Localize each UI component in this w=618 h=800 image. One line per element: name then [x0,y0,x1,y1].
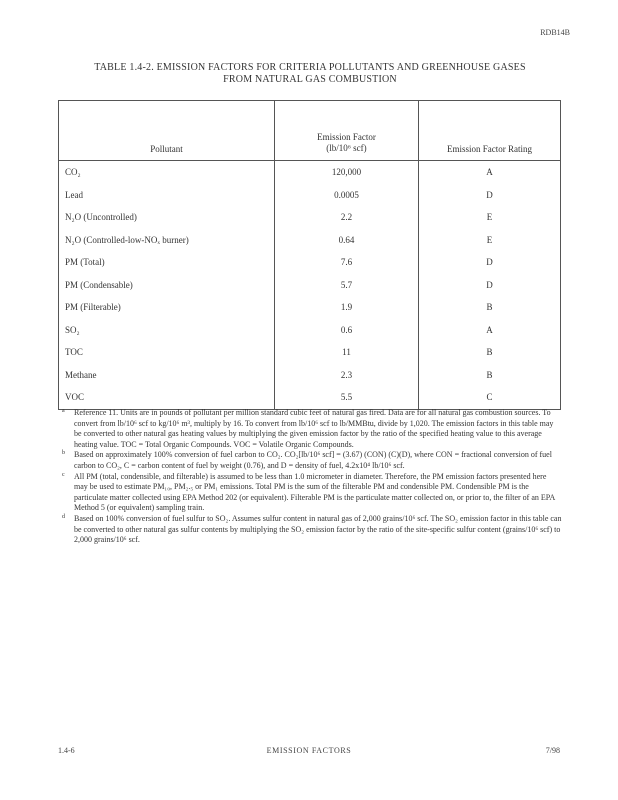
pollutant-cell: SO₂ [59,319,275,342]
factor-cell: 0.64 [275,229,419,252]
footer-page-number: 1.4-6 [58,746,75,755]
pollutant-cell: PM (Total) [59,251,275,274]
rating-cell: D [419,274,561,297]
table-row [59,341,561,364]
header-rating: Emission Factor Rating [419,101,561,161]
table-row [59,386,561,409]
footnote-text: Reference 11. Units are in pounds of pollutant per million standard cubic feet of natural gas fired. Data are for all natural gas combustion sources. To convert from lb/10⁶ scf to kg/10⁶ m³, multiply by 16. To convert from lb/10⁶ scf to lb/MMBtu, divide by 1,020. The emission factors in this table may be converted to other natural gas heating values by multiplying the given emission factor by the ratio of the specified heating value to this average heating value. TOC = Total Organic Compounds. VOC = Volatile Organic Compounds. [74,408,554,449]
factor-cell: 1.9 [275,296,419,319]
rating-cell: B [419,364,561,387]
footnote-marker: b [62,450,65,457]
footnote [62,514,562,546]
factor-cell: 0.6 [275,319,419,342]
header-pollutant: Pollutant [59,101,275,161]
table-row [59,274,561,297]
table-row [59,161,561,184]
pollutant-cell: TOC [59,341,275,364]
rating-cell: D [419,251,561,274]
factor-cell: 2.3 [275,364,419,387]
table-row [59,296,561,319]
pollutant-cell: Methane [59,364,275,387]
header-emission-factor [275,101,419,161]
rating-cell: B [419,341,561,364]
pollutant-cell: N₂O (Uncontrolled) [59,206,275,229]
header-emission-factor-line-2: (lb/10⁶ scf) [326,143,367,153]
pollutant-cell: CO₂ [59,161,275,184]
table-row [59,364,561,387]
table-title-line-2: FROM NATURAL GAS COMBUSTION [223,74,397,85]
pollutant-cell: Lead [59,184,275,207]
document-code: RDB14B [540,28,570,37]
factor-cell: 11 [275,341,419,364]
table-title [60,62,560,86]
footnote [62,472,562,514]
footer-title: EMISSION FACTORS [266,746,352,755]
pollutant-cell: PM (Condensable) [59,274,275,297]
factor-cell: 2.2 [275,206,419,229]
table-title-line-1: TABLE 1.4-2. EMISSION FACTORS FOR CRITERIA POLLUTANTS AND GREENHOUSE GASES [94,62,526,73]
factor-cell: 5.7 [275,274,419,297]
rating-cell: C [419,386,561,409]
factor-cell: 5.5 [275,386,419,409]
pollutant-cell: VOC [59,386,275,409]
rating-cell: E [419,229,561,252]
footnote-marker: d [62,513,65,520]
rating-cell: E [419,206,561,229]
footnote-marker: c [62,471,65,478]
factor-cell: 7.6 [275,251,419,274]
footer-date: 7/98 [545,746,560,755]
pollutant-cell: PM (Filterable) [59,296,275,319]
footnote-marker: a [62,408,65,414]
footnotes [62,408,562,546]
footnote-text: All PM (total, condensible, and filterable) is assumed to be less than 1.0 micrometer in diameter. Therefore, the PM emission factors presented here may be used to estimate PM₁₀, PM₂.₅ or PM₁ emissions. Total PM is the sum of the filterable PM and condensible PM. Condensible PM is the particulate matter collected using EPA Method 202 (or equivalent). Filterable PM is the particulate matter collected on, or prior to, the filter of an EPA Method 5 (or equivalent) sampling train. [74,471,555,513]
footnote [62,408,562,450]
table-row [59,251,561,274]
table-header-row [59,101,561,161]
footnote-text: Based on approximately 100% conversion of fuel carbon to CO₂. CO₂[lb/10⁶ scf] = (3.67) (CON) (C)(D), where CON = fractional conversion of fuel carbon to CO₂, C = carbon content of fuel by weight (0.76), and D = density of fuel, 4.2x10⁴ lb/10⁶ scf. [74,450,552,470]
pollutant-cell: N₂O (Controlled-low-NOₓ burner) [59,229,275,252]
footnote-text: Based on 100% conversion of fuel sulfur to SO₂. Assumes sulfur content in natural gas of 2,000 grains/10⁶ scf. The SO₂ emission factor in this table can be converted to other natural gas sulfur contents by multiplying the SO₂ emission factor by the ratio of the site-specific sulfur content (grains/10⁶ scf) to 2,000 grains/10⁶ scf. [74,513,562,545]
rating-cell: A [419,161,561,184]
footnote [62,450,562,471]
rating-cell: A [419,319,561,342]
table-row [59,229,561,252]
emission-factors-table [58,100,561,410]
rating-cell: D [419,184,561,207]
rating-cell: B [419,296,561,319]
table-row [59,319,561,342]
table-row [59,206,561,229]
table-row [59,184,561,207]
factor-cell: 0.0005 [275,184,419,207]
header-emission-factor-line-1: Emission Factor [317,132,376,142]
factor-cell: 120,000 [275,161,419,184]
